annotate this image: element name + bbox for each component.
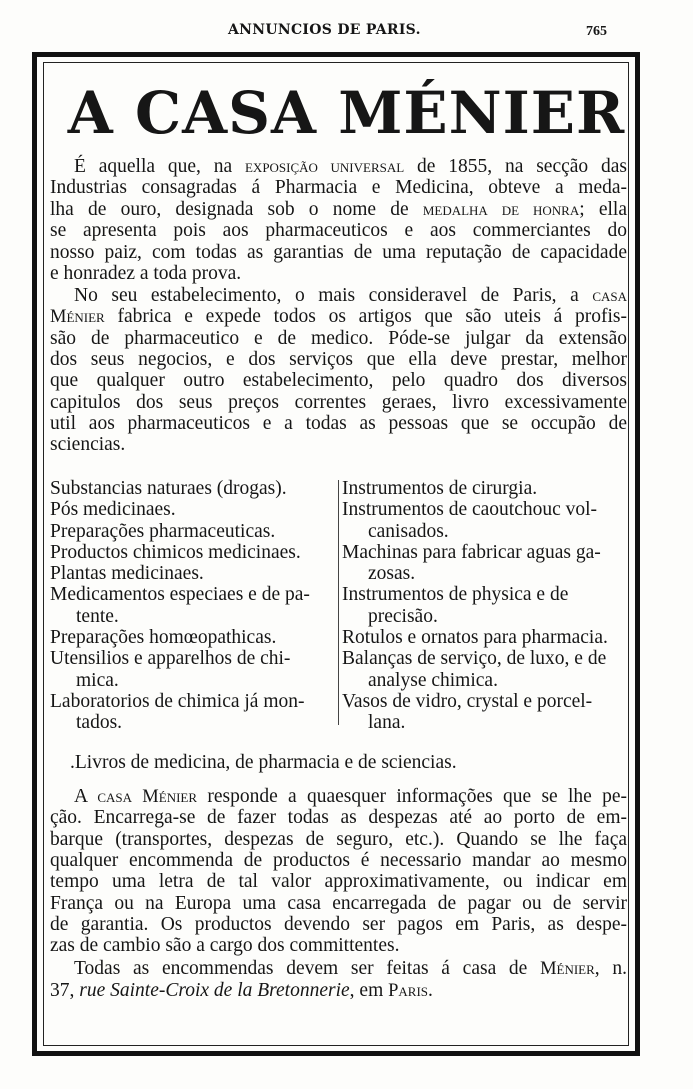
catalogue-item: tados. [76,712,123,734]
text-segment: sciencias. [50,434,126,456]
advert-title: A CASA MÉNIER [67,79,626,147]
text-line [50,958,627,979]
text-line [50,285,627,306]
text-segment: são de pharmaceutico e de medico. Póde-se julgar da extensão [50,327,627,349]
text-segment: tempo uma letra de tal valor approximativamente, ou indicar em [50,871,627,893]
small-caps-text: Ménier [142,786,198,807]
text-segment: ção. Encarrega-se de fazer todas as despezas até ao porto de em- [50,807,627,829]
small-caps-text: exposição universal [244,156,405,177]
catalogue-books-line: .Livros de medicina, de pharmacia e de sciencias. [70,752,457,773]
catalogue-item: lana. [368,712,406,734]
text-segment: zas de cambio são a cargo dos committentes. [50,935,400,957]
text-segment: de 1855, na secção das [404,156,628,177]
text-segment: É aquella que, na [74,156,245,177]
text-line [50,263,627,284]
catalogue-right-column [342,478,626,734]
small-caps-text: casa [592,285,627,306]
catalogue-item: Vasos de vidro, crystal e porcel- [342,690,593,712]
running-title: ANNUNCIOS DE PARIS. [228,22,421,38]
catalogue-item: Laboratorios de chimica já mon- [50,690,305,712]
text-segment: lha de ouro, designada sob o nome de [50,198,423,220]
text-segment: de garantia. Os productos devendo ser pagos em Paris, as despe- [50,913,627,935]
catalogue-item: Instrumentos de physica e de [342,584,569,606]
catalogue-item: canisados. [368,520,449,542]
catalogue-item: zosas. [368,563,416,585]
text-segment: . [428,979,433,1001]
text-line [50,413,627,434]
text-line [50,328,627,349]
catalogue-item: Machinas para fabricar aguas ga- [342,541,601,563]
italic-text: rue Sainte-Croix de la Bretonnerie [79,979,350,1001]
catalogue-item: Rotulos e ornatos para pharmacia. [342,627,608,649]
text-line [50,156,627,177]
catalogue-item: Productos chimicos medicinaes. [50,541,301,563]
text-segment: qualquer encommenda de productos é necessario mandar ao mesmo [50,849,627,871]
text-segment: A [74,786,98,807]
catalogue-item: Instrumentos de caoutchouc vol- [342,499,598,521]
text-line [50,392,627,413]
catalogue-item: Balanças de serviço, de luxo, e de [342,648,607,670]
text-line [50,220,627,241]
catalogue-item: Instrumentos de cirurgia. [342,478,538,499]
text-segment: , em [349,979,389,1001]
text-segment: No seu estabelecimento, o mais consideravel de Paris, a [74,285,593,306]
text-segment: ; ella [579,198,627,220]
text-segment: nosso paiz, com todas as garantias de uma reputação de capacidade [50,241,627,263]
catalogue-item: Preparações homœopathicas. [50,627,277,649]
catalogue-item: Medicamentos especiaes e de pa- [50,584,310,606]
catalogue-item: Plantas medicinaes. [50,563,204,585]
text-segment: barque (transportes, despezas de seguro, etc.). Quando se lhe faça [50,828,627,850]
catalogue-item: tente. [76,605,119,627]
text-line [50,349,627,370]
small-caps-text: Paris [388,979,429,1001]
text-segment: Todas as encommendas devem ser feitas á casa de [74,958,541,979]
text-line [50,893,627,914]
catalogue-item: Substancias naturaes (drogas). [50,478,287,499]
text-line [50,871,627,892]
text-line [50,434,627,455]
text-segment [132,786,142,807]
text-segment: se apresenta pois aos pharmaceuticos e aos commerciantes do [50,220,627,242]
catalogue-item: Pós medicinaes. [50,499,176,521]
text-line [50,242,627,263]
catalogue-books: Livros de medicina, de pharmacia e de sciencias. [74,752,457,773]
catalogue-item: Preparações pharmaceuticas. [50,520,276,542]
text-line [50,850,627,871]
small-caps-text: casa [97,786,132,807]
column-divider [338,480,339,725]
catalogue-item: analyse chimica. [368,669,498,691]
running-header [0,22,693,44]
text-segment: , n. [594,958,628,979]
text-segment: que qualquer outro estabelecimento, pelo quadro dos diversos [50,370,627,392]
text-line [50,935,627,956]
text-segment: responde a quaesquer informações que se lhe pe- [197,786,627,807]
text-line [50,980,627,1001]
text-line [50,199,627,220]
text-segment: fabrica e expede todos os artigos que são uteis á profis- [104,306,627,328]
text-line [50,177,627,198]
text-line [50,807,627,828]
text-line [50,370,627,391]
text-line [50,306,627,327]
text-segment: França ou na Europa uma casa encarregada de pagar ou de servir [50,892,627,914]
text-segment: dos seus negocios, e dos serviços que ella deve prestar, melhor [50,348,627,370]
text-line [50,786,627,807]
text-segment: util aos pharmaceuticos e a todas as pessoas que se occupão de [50,412,627,434]
text-line [50,829,627,850]
small-caps-text: Ménier [50,306,105,328]
catalogue-item: precisão. [368,605,438,627]
small-caps-text: Ménier [540,958,595,979]
page-number: 765 [586,24,607,39]
catalogue-left-column [50,478,336,734]
catalogue-item: mica. [76,669,119,691]
catalogue-item: Utensilios e apparelhos de chi- [50,648,291,670]
small-caps-text: medalha de honra [422,198,580,220]
text-segment: e honradez a toda prova. [50,263,242,284]
text-segment: capitulos dos seus preços correntes geraes, livro excessivamente [50,391,627,413]
text-segment: Industrias consagradas á Pharmacia e Medicina, obteve a meda- [50,177,627,199]
text-line [50,914,627,935]
text-segment: 37, [50,979,80,1001]
